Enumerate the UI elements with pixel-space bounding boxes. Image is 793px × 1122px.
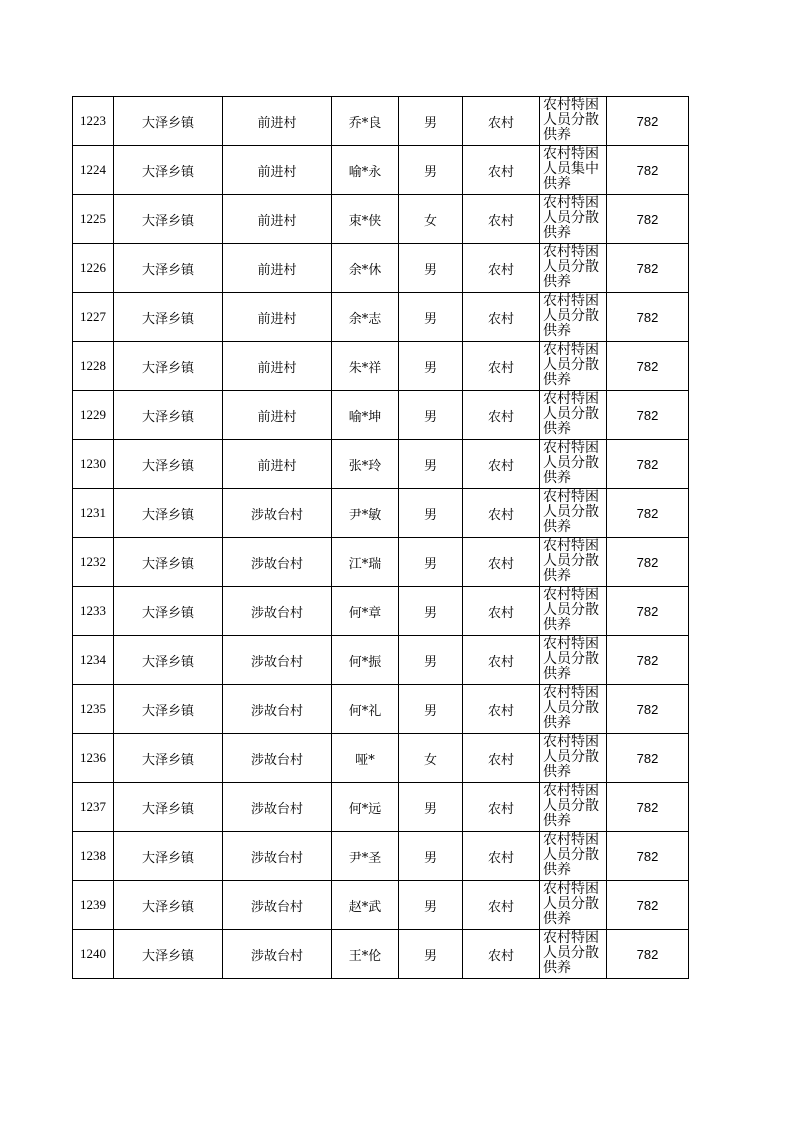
person-name-cell: 喻*坤 [332, 391, 399, 440]
person-name-cell: 张*玲 [332, 440, 399, 489]
residence-type-cell: 农村 [463, 293, 540, 342]
amount-cell: 782 [607, 440, 689, 489]
amount-cell: 782 [607, 342, 689, 391]
table-row [73, 832, 689, 881]
support-category-text: 农村特困人员集中供养 [543, 146, 599, 192]
support-category-text: 农村特困人员分散供养 [543, 391, 599, 437]
person-name-cell: 江*瑞 [332, 538, 399, 587]
gender-cell: 男 [399, 783, 463, 832]
row-number-cell: 1231 [73, 489, 114, 538]
village-cell: 前进村 [223, 146, 332, 195]
support-category-text: 农村特困人员分散供养 [543, 832, 599, 878]
town-cell: 大泽乡镇 [114, 685, 223, 734]
town-cell: 大泽乡镇 [114, 244, 223, 293]
support-category-text: 农村特困人员分散供养 [543, 538, 599, 584]
support-category-cell [540, 146, 607, 195]
table-row [73, 685, 689, 734]
table-row [73, 440, 689, 489]
table-row [73, 636, 689, 685]
town-cell: 大泽乡镇 [114, 342, 223, 391]
amount-cell: 782 [607, 685, 689, 734]
village-cell: 涉故台村 [223, 783, 332, 832]
gender-cell: 男 [399, 293, 463, 342]
support-category-cell [540, 293, 607, 342]
amount-cell: 782 [607, 930, 689, 979]
support-category-cell [540, 538, 607, 587]
support-category-text: 农村特困人员分散供养 [543, 587, 599, 633]
person-name-cell: 王*伦 [332, 930, 399, 979]
village-cell: 涉故台村 [223, 734, 332, 783]
support-category-cell [540, 685, 607, 734]
amount-cell: 782 [607, 587, 689, 636]
amount-cell: 782 [607, 244, 689, 293]
support-category-cell [540, 97, 607, 146]
support-category-cell [540, 881, 607, 930]
gender-cell: 男 [399, 930, 463, 979]
table-row [73, 489, 689, 538]
residence-type-cell: 农村 [463, 832, 540, 881]
support-category-text: 农村特困人员分散供养 [543, 195, 599, 241]
village-cell: 涉故台村 [223, 930, 332, 979]
amount-cell: 782 [607, 881, 689, 930]
town-cell: 大泽乡镇 [114, 146, 223, 195]
amount-cell: 782 [607, 489, 689, 538]
residence-type-cell: 农村 [463, 146, 540, 195]
support-category-text: 农村特困人员分散供养 [543, 734, 599, 780]
residence-type-cell: 农村 [463, 685, 540, 734]
gender-cell: 男 [399, 489, 463, 538]
roster-body [73, 97, 689, 979]
row-number-cell: 1240 [73, 930, 114, 979]
gender-cell: 男 [399, 636, 463, 685]
person-name-cell: 余*休 [332, 244, 399, 293]
village-cell: 前进村 [223, 391, 332, 440]
gender-cell: 男 [399, 391, 463, 440]
village-cell: 前进村 [223, 195, 332, 244]
town-cell: 大泽乡镇 [114, 97, 223, 146]
row-number-cell: 1236 [73, 734, 114, 783]
table-row [73, 930, 689, 979]
support-category-cell [540, 783, 607, 832]
support-category-text: 农村特困人员分散供养 [543, 489, 599, 535]
residence-type-cell: 农村 [463, 440, 540, 489]
table-row [73, 146, 689, 195]
village-cell: 涉故台村 [223, 881, 332, 930]
support-category-cell [540, 832, 607, 881]
table-row [73, 881, 689, 930]
town-cell: 大泽乡镇 [114, 440, 223, 489]
gender-cell: 女 [399, 734, 463, 783]
gender-cell: 男 [399, 832, 463, 881]
support-category-text: 农村特困人员分散供养 [543, 342, 599, 388]
row-number-cell: 1237 [73, 783, 114, 832]
village-cell: 涉故台村 [223, 685, 332, 734]
town-cell: 大泽乡镇 [114, 195, 223, 244]
town-cell: 大泽乡镇 [114, 293, 223, 342]
village-cell: 前进村 [223, 440, 332, 489]
row-number-cell: 1235 [73, 685, 114, 734]
support-category-cell [540, 391, 607, 440]
residence-type-cell: 农村 [463, 391, 540, 440]
residence-type-cell: 农村 [463, 195, 540, 244]
support-category-text: 农村特困人员分散供养 [543, 685, 599, 731]
amount-cell: 782 [607, 636, 689, 685]
town-cell: 大泽乡镇 [114, 783, 223, 832]
person-name-cell: 赵*武 [332, 881, 399, 930]
village-cell: 涉故台村 [223, 587, 332, 636]
residence-type-cell: 农村 [463, 881, 540, 930]
support-category-cell [540, 195, 607, 244]
town-cell: 大泽乡镇 [114, 881, 223, 930]
amount-cell: 782 [607, 832, 689, 881]
gender-cell: 男 [399, 440, 463, 489]
row-number-cell: 1227 [73, 293, 114, 342]
person-name-cell: 乔*良 [332, 97, 399, 146]
support-category-text: 农村特困人员分散供养 [543, 97, 599, 143]
village-cell: 涉故台村 [223, 636, 332, 685]
support-category-text: 农村特困人员分散供养 [543, 881, 599, 927]
support-category-text: 农村特困人员分散供养 [543, 930, 599, 976]
row-number-cell: 1225 [73, 195, 114, 244]
village-cell: 涉故台村 [223, 538, 332, 587]
town-cell: 大泽乡镇 [114, 489, 223, 538]
town-cell: 大泽乡镇 [114, 391, 223, 440]
village-cell: 前进村 [223, 293, 332, 342]
person-name-cell: 何*振 [332, 636, 399, 685]
gender-cell: 男 [399, 146, 463, 195]
table-row [73, 391, 689, 440]
residence-type-cell: 农村 [463, 244, 540, 293]
table-row [73, 587, 689, 636]
town-cell: 大泽乡镇 [114, 587, 223, 636]
gender-cell: 男 [399, 587, 463, 636]
village-cell: 涉故台村 [223, 489, 332, 538]
town-cell: 大泽乡镇 [114, 832, 223, 881]
support-category-text: 农村特困人员分散供养 [543, 293, 599, 339]
gender-cell: 男 [399, 881, 463, 930]
person-name-cell: 束*侠 [332, 195, 399, 244]
support-category-text: 农村特困人员分散供养 [543, 440, 599, 486]
support-category-cell [540, 489, 607, 538]
amount-cell: 782 [607, 293, 689, 342]
row-number-cell: 1233 [73, 587, 114, 636]
residence-type-cell: 农村 [463, 734, 540, 783]
person-name-cell: 何*章 [332, 587, 399, 636]
town-cell: 大泽乡镇 [114, 734, 223, 783]
row-number-cell: 1224 [73, 146, 114, 195]
table-row [73, 538, 689, 587]
support-category-text: 农村特困人员分散供养 [543, 783, 599, 829]
person-name-cell: 尹*圣 [332, 832, 399, 881]
row-number-cell: 1228 [73, 342, 114, 391]
amount-cell: 782 [607, 146, 689, 195]
support-category-cell [540, 734, 607, 783]
amount-cell: 782 [607, 391, 689, 440]
table-row [73, 195, 689, 244]
amount-cell: 782 [607, 195, 689, 244]
table-row [73, 734, 689, 783]
person-name-cell: 何*远 [332, 783, 399, 832]
table-row [73, 342, 689, 391]
person-name-cell: 哑* [332, 734, 399, 783]
village-cell: 前进村 [223, 97, 332, 146]
village-cell: 前进村 [223, 342, 332, 391]
row-number-cell: 1229 [73, 391, 114, 440]
support-category-cell [540, 587, 607, 636]
table-row [73, 97, 689, 146]
row-number-cell: 1234 [73, 636, 114, 685]
residence-type-cell: 农村 [463, 587, 540, 636]
amount-cell: 782 [607, 783, 689, 832]
row-number-cell: 1232 [73, 538, 114, 587]
amount-cell: 782 [607, 538, 689, 587]
amount-cell: 782 [607, 97, 689, 146]
gender-cell: 女 [399, 195, 463, 244]
residence-type-cell: 农村 [463, 636, 540, 685]
gender-cell: 男 [399, 97, 463, 146]
support-category-cell [540, 636, 607, 685]
town-cell: 大泽乡镇 [114, 636, 223, 685]
person-name-cell: 尹*敏 [332, 489, 399, 538]
support-category-text: 农村特困人员分散供养 [543, 244, 599, 290]
residence-type-cell: 农村 [463, 783, 540, 832]
town-cell: 大泽乡镇 [114, 538, 223, 587]
residence-type-cell: 农村 [463, 930, 540, 979]
row-number-cell: 1238 [73, 832, 114, 881]
support-category-cell [540, 244, 607, 293]
support-category-text: 农村特困人员分散供养 [543, 636, 599, 682]
residence-type-cell: 农村 [463, 489, 540, 538]
town-cell: 大泽乡镇 [114, 930, 223, 979]
amount-cell: 782 [607, 734, 689, 783]
person-name-cell: 余*志 [332, 293, 399, 342]
village-cell: 前进村 [223, 244, 332, 293]
person-name-cell: 何*礼 [332, 685, 399, 734]
residence-type-cell: 农村 [463, 342, 540, 391]
row-number-cell: 1223 [73, 97, 114, 146]
person-name-cell: 朱*祥 [332, 342, 399, 391]
gender-cell: 男 [399, 342, 463, 391]
support-category-cell [540, 440, 607, 489]
gender-cell: 男 [399, 538, 463, 587]
row-number-cell: 1230 [73, 440, 114, 489]
table-row [73, 783, 689, 832]
residence-type-cell: 农村 [463, 97, 540, 146]
row-number-cell: 1226 [73, 244, 114, 293]
village-cell: 涉故台村 [223, 832, 332, 881]
gender-cell: 男 [399, 244, 463, 293]
row-number-cell: 1239 [73, 881, 114, 930]
table-row [73, 244, 689, 293]
support-category-cell [540, 342, 607, 391]
person-name-cell: 喻*永 [332, 146, 399, 195]
support-category-cell [540, 930, 607, 979]
roster-table [72, 96, 689, 979]
table-row [73, 293, 689, 342]
gender-cell: 男 [399, 685, 463, 734]
residence-type-cell: 农村 [463, 538, 540, 587]
